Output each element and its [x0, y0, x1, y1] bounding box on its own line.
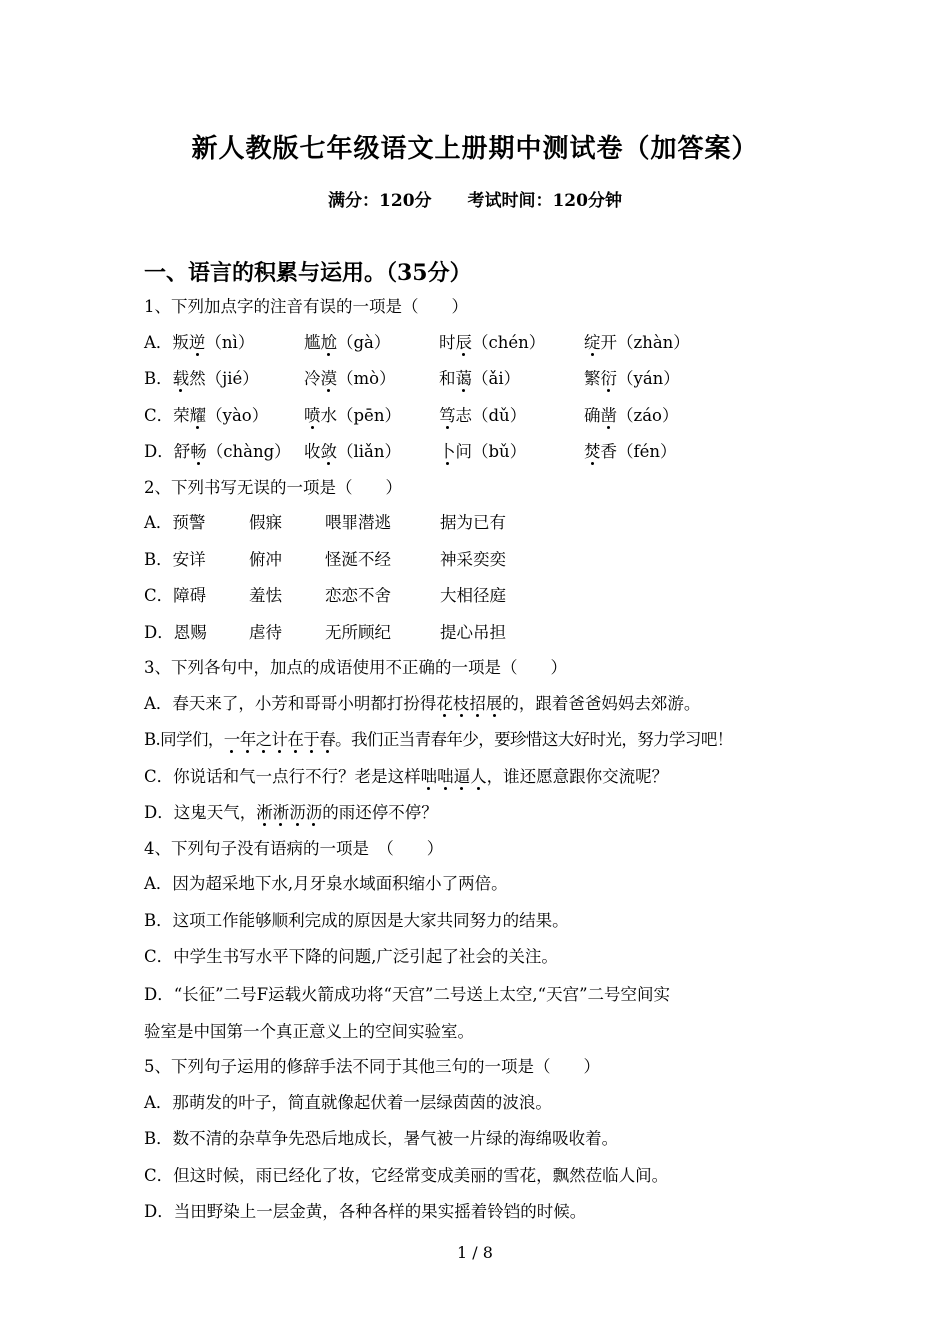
dotted-character: 枝 — [452, 693, 470, 713]
dotted-character: 在 — [287, 730, 304, 749]
pinyin-item: B．载然（jié） — [144, 369, 259, 388]
pinyin-item: 冷漠（mò） — [304, 369, 396, 388]
dotted-character: 耀 — [189, 405, 207, 425]
dotted-character: 于 — [303, 730, 320, 749]
dotted-character: 喷 — [304, 405, 321, 425]
dotted-character: 载 — [172, 369, 190, 388]
word-item: 俯冲 — [249, 549, 282, 569]
dotted-character: 卜 — [439, 442, 456, 461]
dotted-character: 年 — [239, 730, 256, 749]
exam-meta — [0, 186, 950, 211]
dotted-idiom — [224, 730, 335, 749]
pinyin-item: 尴尬（gà） — [304, 332, 391, 352]
question-1-option-row — [144, 434, 824, 471]
question-list — [144, 290, 824, 1231]
dotted-character: 焚 — [584, 442, 601, 461]
full-score: 满分：120分 — [328, 191, 432, 211]
dotted-character: 计 — [271, 730, 288, 749]
dotted-character: 凿 — [600, 405, 617, 425]
question-3-option-d: D．这鬼天气，淅淅沥沥的雨还停不停？ — [144, 803, 438, 822]
dotted-character: 笃 — [439, 405, 456, 425]
pinyin-item: D．舒畅（chàng） — [144, 442, 291, 461]
dotted-character: 逆 — [188, 332, 206, 352]
question-4-option-c: C．中学生书写水平下降的问题,广泛引起了社会的关注。 — [144, 947, 558, 966]
dotted-character: 敛 — [320, 442, 337, 461]
question-3-stem: 3、下列各句中，加点的成语使用不正确的一项是（ ） — [144, 658, 567, 677]
question-1-option-row — [144, 361, 824, 398]
pinyin-item: 焚香（fén） — [584, 442, 677, 461]
word-item: 怪涎不经 — [325, 549, 391, 569]
question-2-option-row — [144, 505, 824, 542]
dotted-character: 辰 — [455, 332, 472, 352]
dotted-character: 漠 — [320, 369, 337, 388]
question-1-option-row — [144, 325, 824, 362]
question-3-option-a: A．春天来了，小芳和哥哥小明都打扮得花枝招展的，跟着爸爸妈妈去郊游。 — [144, 693, 701, 713]
dotted-character: 之 — [255, 730, 272, 749]
section-heading: 一、语言的积累与运用。（35分） — [144, 260, 472, 286]
dotted-character: 咄 — [437, 766, 454, 786]
dotted-character: 尬 — [320, 332, 337, 352]
dotted-character: 春 — [319, 730, 336, 749]
pinyin-item: C．荣耀（yào） — [144, 405, 269, 425]
word-item: B．安详 — [144, 549, 206, 569]
pinyin-item: 卜问（bǔ） — [439, 442, 527, 461]
question-1-stem: 1、下列加点字的注音有误的一项是（ ） — [144, 297, 468, 316]
question-2-option-row — [144, 542, 824, 579]
word-item: 假寐 — [249, 513, 282, 532]
question-5-stem: 5、下列句子运用的修辞手法不同于其他三句的一项是（ ） — [144, 1057, 600, 1076]
question-4-option-b: B．这项工作能够顺利完成的原因是大家共同努力的结果。 — [144, 910, 569, 930]
dotted-character: 淅 — [256, 803, 273, 822]
word-item: 虐待 — [249, 622, 282, 642]
question-4-option-a: A．因为超采地下水,月牙泉水域面积缩小了两倍。 — [144, 874, 508, 893]
word-item: C．障碍 — [144, 586, 207, 605]
question-2-option-row — [144, 578, 824, 615]
word-item: 羞怯 — [249, 586, 282, 605]
dotted-character: 展 — [485, 693, 503, 713]
dotted-character: 畅 — [190, 442, 207, 461]
word-item: D．恩赐 — [144, 622, 207, 642]
pinyin-item: 收敛（liǎn） — [304, 442, 402, 461]
question-5-option-c: C．但这时候，雨已经化了妆，它经常变成美丽的雪花，飘然莅临人间。 — [144, 1165, 669, 1185]
dotted-character: 沥 — [305, 803, 323, 822]
question-5-option-a: A．那萌发的叶子，简直就像起伏着一层绿茵茵的波浪。 — [144, 1092, 552, 1112]
question-1-option-row — [144, 398, 824, 435]
word-item: A．预警 — [144, 513, 206, 532]
dotted-character: 沥 — [289, 803, 306, 822]
dotted-character: 衍 — [600, 369, 617, 388]
dotted-character: 淅 — [272, 803, 290, 822]
word-item: 恋恋不舍 — [325, 586, 391, 605]
question-5-option-d: D．当田野染上一层金黄，各种各样的果实摇着铃铛的时候。 — [144, 1202, 587, 1221]
page-number: 1 / 8 — [457, 1243, 493, 1262]
question-4-option-d-continued: 验室是中国第一个真正意义上的空间实验室。 — [144, 1021, 474, 1041]
word-item: 大相径庭 — [440, 586, 506, 605]
pinyin-item: 确凿（záo） — [584, 405, 679, 425]
word-item: 提心吊担 — [440, 622, 506, 642]
dotted-character: 逼 — [453, 766, 471, 786]
question-4-stem: 4、下列句子没有语病的一项是 （ ） — [144, 838, 444, 858]
pinyin-item: 笃志（dǔ） — [439, 405, 527, 425]
question-1-options — [144, 325, 824, 471]
pinyin-item: 繁衍（yán） — [584, 369, 680, 388]
dotted-character: 招 — [469, 693, 486, 713]
dotted-idiom — [256, 803, 322, 822]
dotted-idiom — [421, 767, 487, 786]
dotted-character: 花 — [436, 693, 453, 713]
question-5-option-b: B．数不清的杂草争先恐后地成长，暑气被一片绿的海绵吸收着。 — [144, 1129, 619, 1148]
dotted-character: 蔼 — [455, 369, 472, 388]
dotted-character: 一 — [223, 730, 240, 749]
dotted-character: 绽 — [584, 332, 601, 352]
question-4-option-d: D．“长征”二号F运载火箭成功将“天宫”二号送上太空,“天宫”二号空间实 — [144, 984, 671, 1004]
question-3-option-c: C．你说话和气一点行不行？老是这样咄咄逼人，谁还愿意跟你交流呢？ — [144, 766, 669, 786]
pinyin-item: 绽开（zhàn） — [584, 332, 690, 352]
pinyin-item: 和蔼（ǎi） — [439, 369, 521, 388]
question-2-option-row — [144, 615, 824, 652]
exam-time: 考试时间：120分钟 — [467, 191, 622, 211]
question-2-stem: 2、下列书写无误的一项是（ ） — [144, 477, 402, 497]
dotted-idiom — [436, 694, 502, 713]
dotted-character: 人 — [470, 766, 487, 786]
pinyin-item: A．叛逆（nì） — [144, 332, 255, 352]
word-item: 神采奕奕 — [440, 549, 506, 569]
word-item: 据为已有 — [440, 513, 506, 532]
question-3-option-b: B.同学们，一年之计在于春。我们正当青春年少，要珍惜这大好时光，努力学习吧！ — [144, 730, 733, 749]
question-2-options — [144, 505, 824, 651]
word-item: 喂罪潜逃 — [325, 513, 391, 532]
pinyin-item: 时辰（chén） — [439, 332, 546, 352]
word-item: 无所顾纪 — [325, 622, 391, 642]
page-title: 新人教版七年级语文上册期中测试卷（加答案） — [191, 134, 759, 164]
dotted-character: 咄 — [420, 766, 438, 786]
pinyin-item: 喷水（pēn） — [304, 405, 401, 425]
